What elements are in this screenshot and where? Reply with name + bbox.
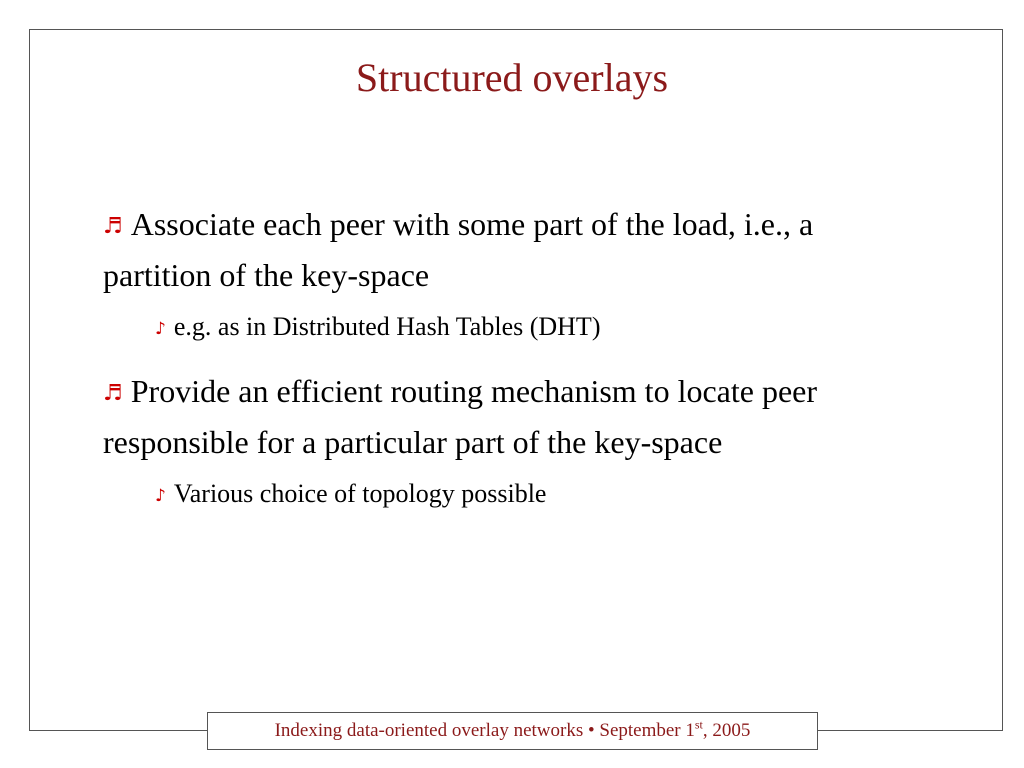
- sub-bullet-icon: ♪: [155, 486, 166, 506]
- bullet-item-2: [103, 367, 923, 466]
- bullet-icon: ♬: [103, 214, 123, 239]
- slide-footer: [207, 712, 818, 750]
- sub-bullet-item-1: [155, 307, 923, 349]
- slide-content: [103, 200, 923, 534]
- bullet-item-1: [103, 200, 923, 299]
- sub-bullet-text: e.g. as in Distributed Hash Tables (DHT): [173, 312, 601, 341]
- footer-year: , 2005: [702, 720, 751, 741]
- slide-title: Structured overlays: [355, 55, 669, 100]
- footer-superscript: st: [694, 717, 703, 732]
- bullet-text: Associate each peer with some part of the load, i.e., a partition of the key-space: [103, 206, 814, 293]
- bullet-text: Provide an efficient routing mechanism to locate peer responsible for a particular part of the key-space: [103, 373, 818, 460]
- sub-bullet-item-2: [155, 474, 923, 516]
- sub-bullet-text: Various choice of topology possible: [173, 479, 547, 508]
- footer-text: Indexing data-oriented overlay networks • September 1: [274, 720, 695, 741]
- sub-bullet-icon: ♪: [155, 319, 166, 339]
- bullet-icon: ♬: [103, 381, 123, 406]
